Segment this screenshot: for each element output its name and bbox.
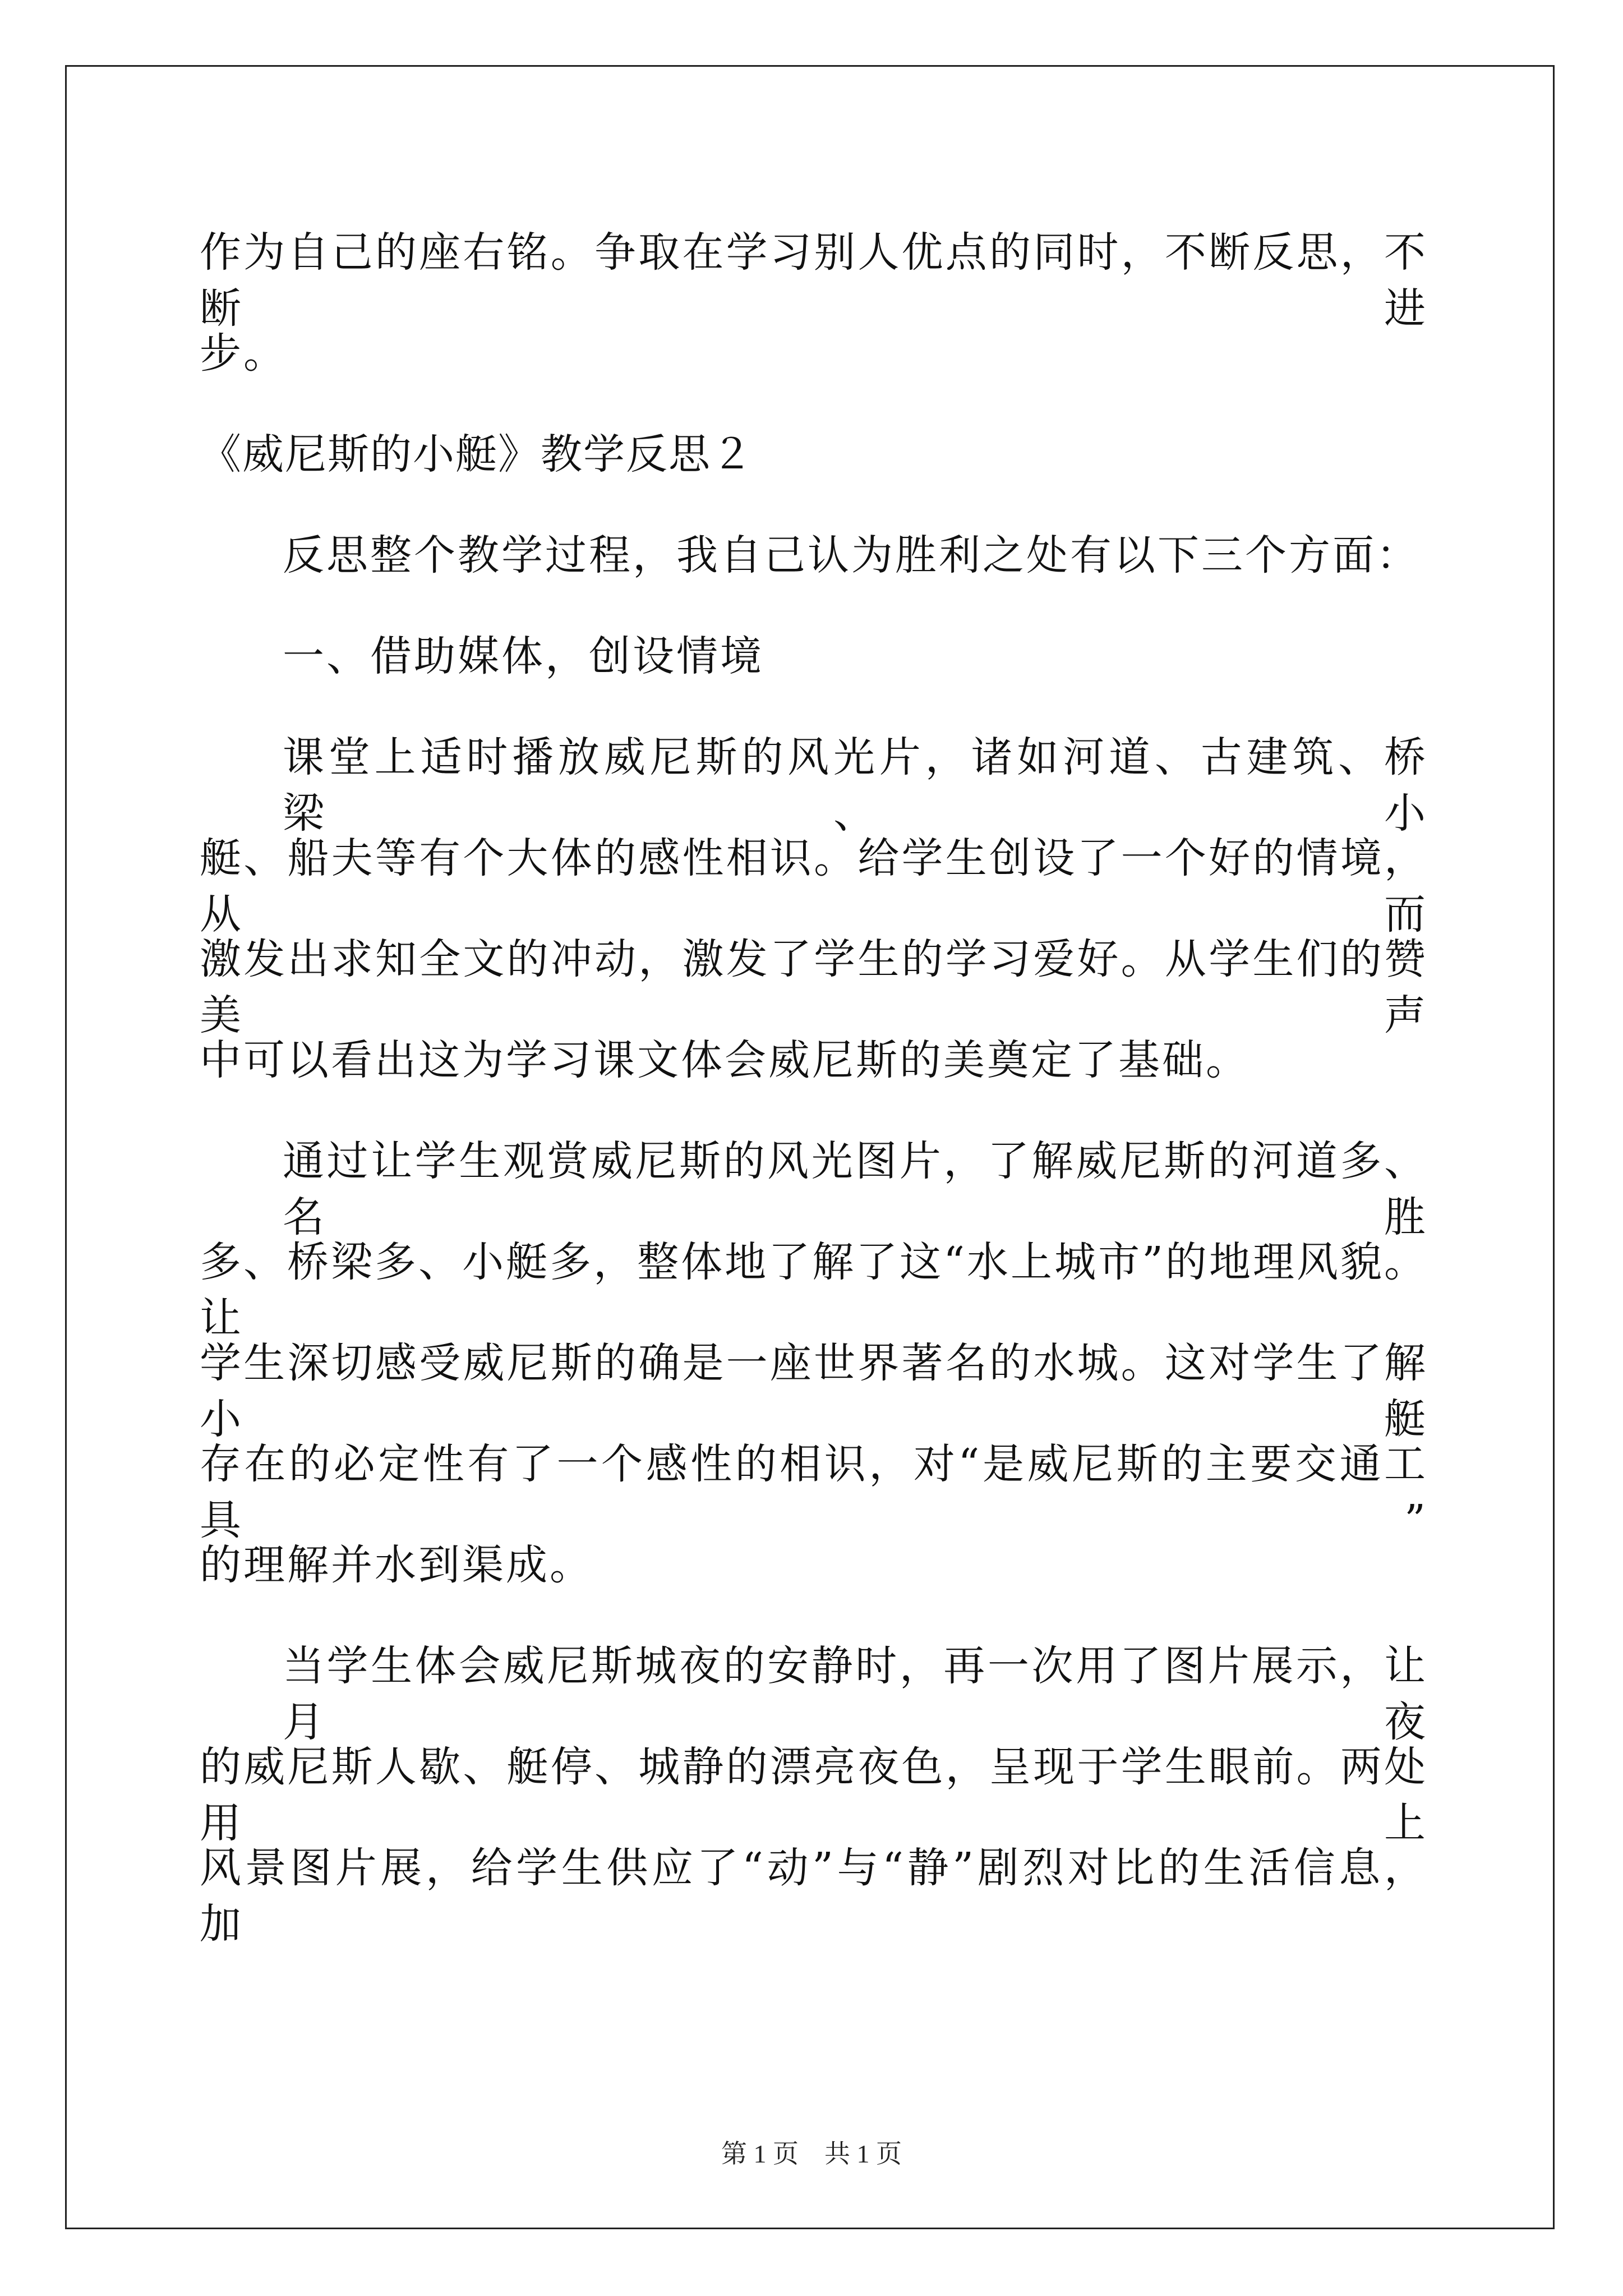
subheading: 一、借助媒体，创设情境 [283,632,764,680]
page-footer: 第 1 页 共 1 页 [721,2139,902,2168]
paragraph-line: 风景图片展，给学生供应了“动”与“静”剧烈对比的生活信息，加 [200,1844,1428,1948]
paragraph-line: 课堂上适时播放威尼斯的风光片，诸如河道、古建筑、桥梁、小 [283,733,1428,838]
paragraph-line: 多、桥梁多、小艇多，整体地了解了这“水上城市”的地理风貌。让 [200,1238,1428,1342]
paragraph-line: 的威尼斯人歇、艇停、城静的漂亮夜色，呈现于学生眼前。两处用上 [200,1743,1428,1847]
paragraph-line: 通过让学生观赏威尼斯的风光图片，了解威尼斯的河道多、名胜 [283,1137,1428,1241]
paragraph-line: 学生深切感受威尼斯的确是一座世界著名的水城。这对学生了解小艇 [200,1339,1428,1443]
paragraph-line: 艇、船夫等有个大体的感性相识。给学生创设了一个好的情境，从而 [200,834,1428,938]
paragraph-line: 激发出求知全文的冲动，激发了学生的学习爱好。从学生们的赞美声 [200,935,1428,1039]
paragraph-line: 反思整个教学过程，我自己认为胜利之处有以下三个方面： [283,531,1420,579]
paragraph-line: 作为自己的座右铭。争取在学习别人优点的同时，不断反思，不断进 [200,228,1428,333]
paragraph-line: 中可以看出这为学习课文体会威尼斯的美奠定了基础。 [200,1036,1249,1084]
paragraph-line: 的理解并水到渠成。 [200,1541,593,1589]
section-heading: 《威尼斯的小艇》教学反思２ [200,430,754,478]
paragraph-line: 当学生体会威尼斯城夜的安静时，再一次用了图片展示，让月夜 [283,1642,1428,1746]
paragraph-line: 步。 [200,329,287,378]
paragraph-line: 存在的必定性有了一个感性的相识，对“是威尼斯的主要交通工具” [200,1440,1428,1544]
